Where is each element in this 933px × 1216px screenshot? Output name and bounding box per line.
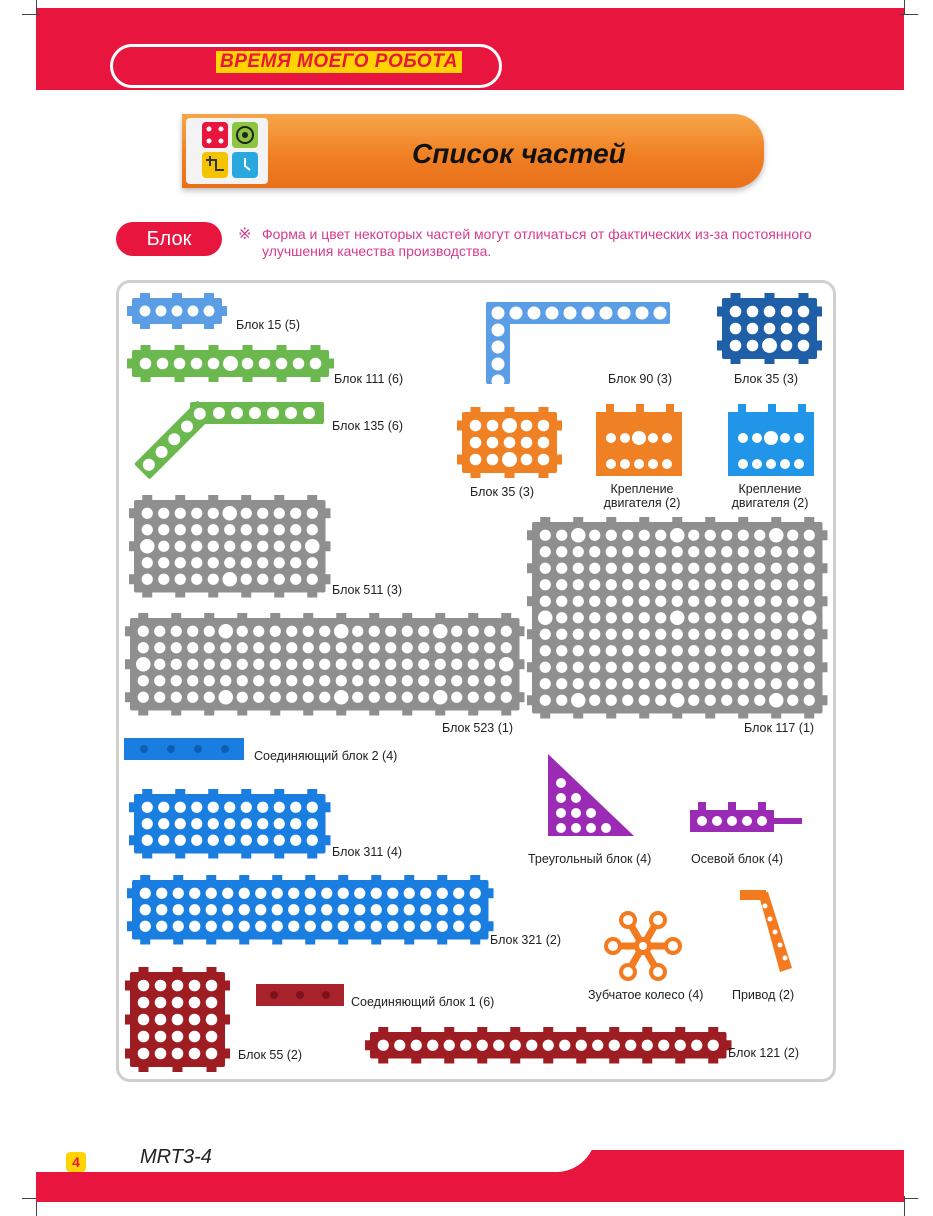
block-135-part [126, 394, 330, 482]
motor-mount-orange-part [594, 404, 684, 476]
label-block-55: Блок 55 (2) [238, 1048, 303, 1062]
block-511-part [129, 495, 331, 598]
note-mark: ※ [238, 226, 252, 243]
block-121-part [365, 1027, 732, 1064]
label-block-35-navy: Блок 35 (3) [734, 372, 799, 386]
label-block-117: Блок 117 (1) [744, 721, 815, 735]
label-axis-block: Осевой блок (4) [691, 852, 784, 866]
label-block-90: Блок 90 (3) [608, 372, 673, 386]
label-block-15: Блок 15 (5) [236, 318, 301, 332]
block-35-navy-part [717, 293, 822, 364]
label-triangle-block: Треугольный блок (4) [528, 852, 652, 866]
note-text: Форма и цвет некоторых частей могут отличаться от фактических из-за постоянного улучшения качества производства. [262, 226, 812, 259]
label-block-311: Блок 311 (4) [332, 845, 403, 859]
block-15-part [127, 293, 227, 329]
connector-2-part [124, 738, 246, 762]
gear-part [598, 904, 688, 988]
label-block-35-orange: Блок 35 (3) [470, 485, 535, 499]
label-motor-mount-blue: Крепление двигателя (2) [731, 482, 809, 510]
label-connector-1: Соединяющий блок 1 (6) [351, 995, 495, 1009]
label-block-135: Блок 135 (6) [332, 419, 403, 433]
label-gear: Зубчатое колесо (4) [588, 988, 704, 1002]
block-311-part [129, 789, 331, 859]
page-number: 4 [66, 1152, 86, 1172]
connector-1-part [256, 984, 346, 1008]
label-motor-mount-orange: Крепление двигателя (2) [603, 482, 681, 510]
page-title: Список частей [412, 138, 626, 169]
drive-part [738, 886, 798, 982]
label-drive: Привод (2) [732, 988, 795, 1002]
block-321-part [127, 875, 494, 945]
triangle-block-part [540, 750, 640, 842]
label-block-523: Блок 523 (1) [442, 721, 513, 735]
label-block-121: Блок 121 (2) [728, 1046, 799, 1060]
block-117-part [527, 517, 828, 719]
label-block-511: Блок 511 (3) [332, 583, 403, 597]
label-block-111: Блок 111 (6) [334, 372, 404, 386]
block-55-part [125, 967, 230, 1072]
block-111-part [127, 345, 334, 382]
footer-cutout [36, 1126, 596, 1172]
series-title: ВРЕМЯ МОЕГО РОБОТА [216, 51, 462, 73]
axis-block-part [688, 800, 808, 836]
block-35-orange-part [457, 407, 562, 478]
label-block-321: Блок 321 (2) [490, 933, 561, 947]
label-connector-2: Соединяющий блок 2 (4) [254, 749, 398, 763]
block-523-part [125, 613, 525, 716]
motor-mount-blue-part [726, 404, 816, 476]
section-tag: Блок [116, 222, 222, 256]
model-code: MRT3-4 [140, 1146, 212, 1168]
